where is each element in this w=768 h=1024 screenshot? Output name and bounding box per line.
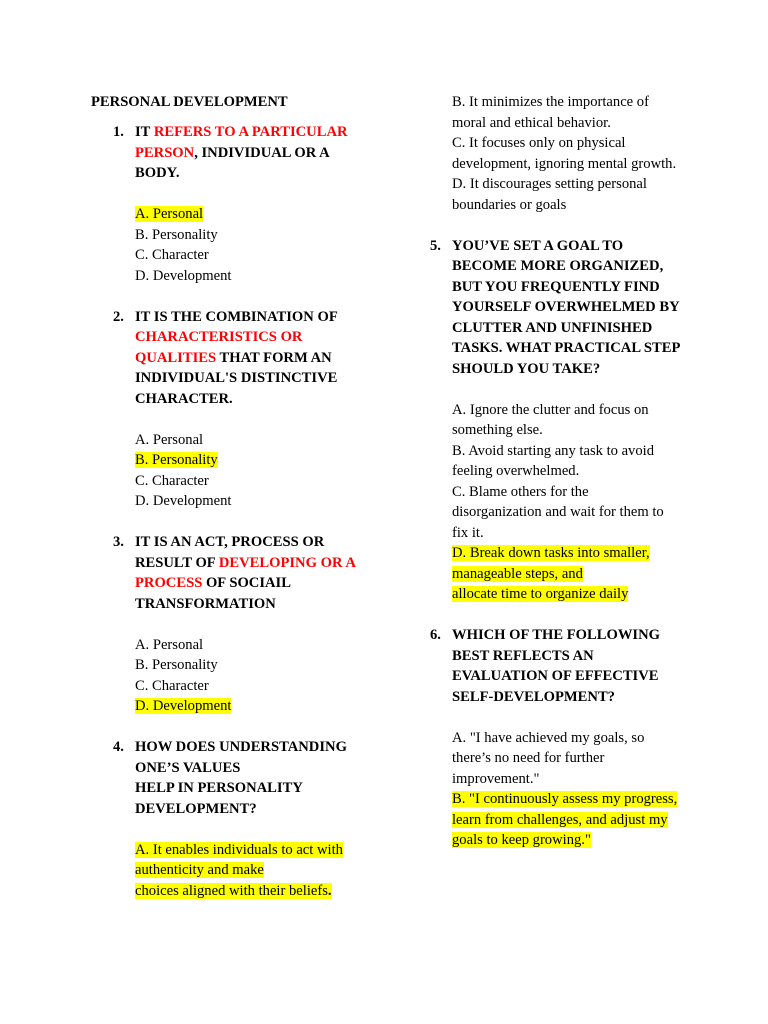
question-text-part: OF SOCIAIL TRANSFORMATION xyxy=(135,575,291,612)
question-4-continued xyxy=(430,92,680,215)
question-number: 5. xyxy=(430,237,441,254)
option-d-answer xyxy=(452,543,680,605)
option-a: A. "I have achieved my goals, so there’s no need for further improvement." xyxy=(452,729,645,787)
option-b-answer: B. Personality xyxy=(135,452,218,468)
question-1 xyxy=(113,122,363,286)
option-c: C. Character xyxy=(135,247,209,263)
question-text-part: THAT FORM AN INDIVIDUAL'S DISTINCTIVE CHARACTER. xyxy=(135,349,338,407)
option-a-period: . xyxy=(327,882,332,899)
option-b: B. Personality xyxy=(135,657,218,673)
option-d-line: D. Break down tasks into smaller, manageable steps, and xyxy=(452,545,650,582)
option-list xyxy=(452,728,680,851)
option-list xyxy=(135,635,363,717)
option-c: C. Blame others for the disorganization and wait for them to fix it. xyxy=(452,483,664,541)
question-text xyxy=(135,532,363,614)
option-b: B. It minimizes the importance of moral and ethical behavior. xyxy=(452,94,649,131)
question-number: 4. xyxy=(113,739,124,755)
option-list xyxy=(135,430,363,512)
question-text: WHICH OF THE FOLLOWING BEST REFLECTS AN EVALUATION OF EFFECTIVE SELF-DEVELOPMENT? xyxy=(452,627,660,705)
option-b: B. Personality xyxy=(135,226,218,243)
question-6 xyxy=(430,625,680,851)
question-number: 6. xyxy=(430,627,441,643)
page-title: PERSONAL DEVELOPMENT xyxy=(91,94,288,110)
option-b-answer: B. "I continuously assess my progress, learn from challenges, and adjust my goals to keep growing." xyxy=(452,791,678,848)
question-2 xyxy=(113,307,363,512)
question-number: 3. xyxy=(113,534,124,550)
question-5 xyxy=(430,236,680,605)
option-a-answer: A. Personal xyxy=(135,206,204,222)
option-d: D. It discourages setting personal boundaries or goals xyxy=(452,176,647,213)
right-column xyxy=(430,92,680,851)
question-4 xyxy=(113,737,363,901)
question-text-part: IT IS AN ACT, PROCESS OR RESULT OF xyxy=(135,534,325,571)
option-d-line: allocate time to organize daily xyxy=(452,586,629,602)
question-text-part: IT IS THE COMBINATION OF xyxy=(135,308,338,325)
option-a-line: choices aligned with their beliefs xyxy=(135,882,328,899)
question-text-part: IT xyxy=(135,124,154,140)
option-d: D. Development xyxy=(135,267,232,284)
question-keyword: DEVELOPING OR A PROCESS xyxy=(135,554,356,591)
question-text-part: , INDIVIDUAL OR A BODY. xyxy=(135,144,329,181)
option-b: B. Avoid starting any task to avoid feeling overwhelmed. xyxy=(452,442,654,479)
question-text xyxy=(135,122,363,184)
question-text-line: HOW DOES UNDERSTANDING ONE’S VALUES xyxy=(135,739,347,776)
option-d-answer: D. Development xyxy=(135,698,232,714)
option-c: C. It focuses only on physical development, ignoring mental growth. xyxy=(452,135,677,172)
question-keyword: REFERS TO A PARTICULAR PERSON xyxy=(135,124,348,161)
question-number: 2. xyxy=(113,308,124,325)
option-c: C. Character xyxy=(135,472,209,489)
option-list xyxy=(135,204,363,286)
option-c: C. Character xyxy=(135,677,209,694)
option-a: A. Personal xyxy=(135,431,204,448)
question-text xyxy=(135,737,363,819)
option-a-line: A. It enables individuals to act with authenticity and make xyxy=(135,841,343,878)
question-number: 1. xyxy=(113,124,124,140)
question-text xyxy=(135,307,363,410)
question-text-line: HELP IN PERSONALITY DEVELOPMENT? xyxy=(135,780,303,817)
option-list xyxy=(452,400,680,605)
option-a: A. Personal xyxy=(135,636,204,653)
left-column xyxy=(113,122,363,901)
question-text: YOU’VE SET A GOAL TO BECOME MORE ORGANIZED, BUT YOU FREQUENTLY FIND YOURSELF OVERWHELMED BY CLUTTER AND UNFINISHED TASKS. WHAT PRACTICAL STEP SHOULD YOU TAKE? xyxy=(452,237,680,377)
option-a: A. Ignore the clutter and focus on something else. xyxy=(452,401,649,438)
question-keyword: CHARACTERISTICS OR QUALITIES xyxy=(135,329,303,366)
question-3 xyxy=(113,532,363,717)
option-d: D. Development xyxy=(135,493,232,509)
option-a-answer xyxy=(135,840,363,902)
